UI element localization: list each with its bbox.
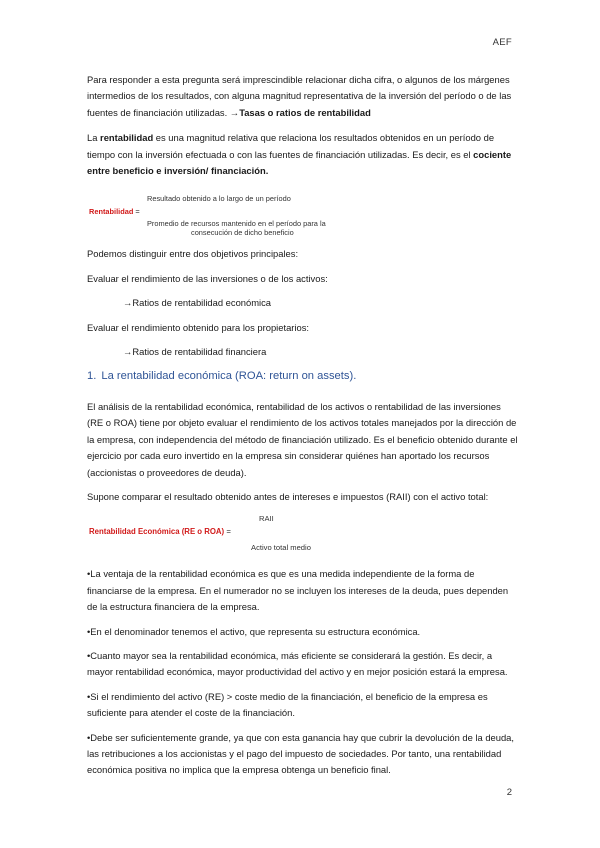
bullet-item: •Debe ser suficientemente grande, ya que con esta ganancia hay que cubrir la devolución de la deuda, las retribuciones a los accionistas y el pago del impuesto de sociedades. Por tanto, una rentabilidad económica positiva no implica que la empresa obtenga un beneficio final. <box>87 731 515 776</box>
definition-term: rentabilidad <box>100 132 154 144</box>
definition-paragraph <box>87 130 519 179</box>
intro-paragraph <box>87 72 519 121</box>
bullet-item: •Si el rendimiento del activo (RE) > coste medio de la financiación, el beneficio de la empresa es suficiente para atender el coste de la financiación. <box>87 690 488 719</box>
roa-paragraph: El análisis de la rentabilidad económica, rentabilidad de los activos o rentabilidad de las inversiones (RE o ROA) tiene por objeto evaluar el rendimiento de los activos totales manejados por la dirección de la empresa, con independencia del método de financiación utilizado. Es el beneficio obtenido durante el ejercicio por cada euro invertido en la empresa sin considerar quiénes han aportado los recursos (accionistas o proveedores de deuda). <box>87 400 518 478</box>
section-title: La rentabilidad económica (ROA: return on assets). <box>101 370 357 383</box>
formula2-label <box>89 524 231 540</box>
rentabilidad-formula <box>87 191 519 237</box>
definition-pre: La <box>87 132 101 144</box>
roa-supone: Supone comparar el resultado obtenido antes de intereses e impuestos (RAII) con el activo total: <box>87 490 489 502</box>
objective-second: Evaluar el rendimiento obtenido para los propietarios: <box>87 321 310 333</box>
formula1-equals: = <box>133 207 140 217</box>
formula1-denominator-line2: consecución de dicho beneficio <box>191 228 294 238</box>
section-heading <box>87 368 519 384</box>
formula2-denominator: Activo total medio <box>251 543 311 553</box>
definition-mid: es una magnitud relativa que relaciona los resultados obtenidos en un período de tiempo con la inversión efectuada o con las fuentes de financiación utilizadas. Es decir, es el <box>87 132 495 160</box>
formula2-equals: = <box>224 527 231 537</box>
page-body <box>87 72 519 787</box>
roa-formula <box>87 511 519 553</box>
bullet-item: •La ventaja de la rentabilidad económica es que es una medida independiente de la forma de financiarse de la empresa. En el numerador no se incluyen los intereses de la deuda, pues dependen de la estructura financiera de la empresa. <box>87 568 509 613</box>
formula2-numerator: RAII <box>259 514 274 524</box>
bullet-item: •Cuanto mayor sea la rentabilidad económica, más eficiente se considerará la gestión. Es decir, a mayor rentabilidad económica, mayor productividad del activo y en mejor posición estará la empresa. <box>87 649 508 678</box>
definition-bold-end: cociente entre beneficio e inversión/ financiación. <box>87 148 512 177</box>
section-number: 1. <box>87 370 97 383</box>
formula1-denominator-line1: Promedio de recursos mantenido en el período para la <box>147 219 326 229</box>
intro-bold: Tasas o ratios de rentabilidad <box>239 106 371 118</box>
bullet-item: •En el denominador tenemos el activo, que representa su estructura económica. <box>87 625 421 637</box>
formula1-numerator: Resultado obtenido a lo largo de un período <box>147 194 291 204</box>
formula1-label <box>89 204 140 220</box>
objective-first-ratio: →Ratios de rentabilidad económica <box>123 297 271 309</box>
page-number: 2 <box>506 787 512 798</box>
objectives-intro: Podemos distinguir entre dos objetivos principales: <box>87 248 299 260</box>
objective-second-ratio: →Ratios de rentabilidad financiera <box>123 346 267 358</box>
formula1-label-text: Rentabilidad <box>89 207 134 217</box>
objective-first: Evaluar el rendimiento de las inversiones o de los activos: <box>87 272 328 284</box>
document-header-code: AEF <box>492 37 512 48</box>
formula2-label-text: Rentabilidad Económica (RE o ROA) <box>89 527 225 537</box>
intro-text: Para responder a esta pregunta será imprescindible relacionar dicha cifra, o algunos de los márgenes intermedios de los resultados, con alguna magnitud representativa de la inversión del período o de las fuentes de financiación utilizadas. → <box>87 74 512 118</box>
